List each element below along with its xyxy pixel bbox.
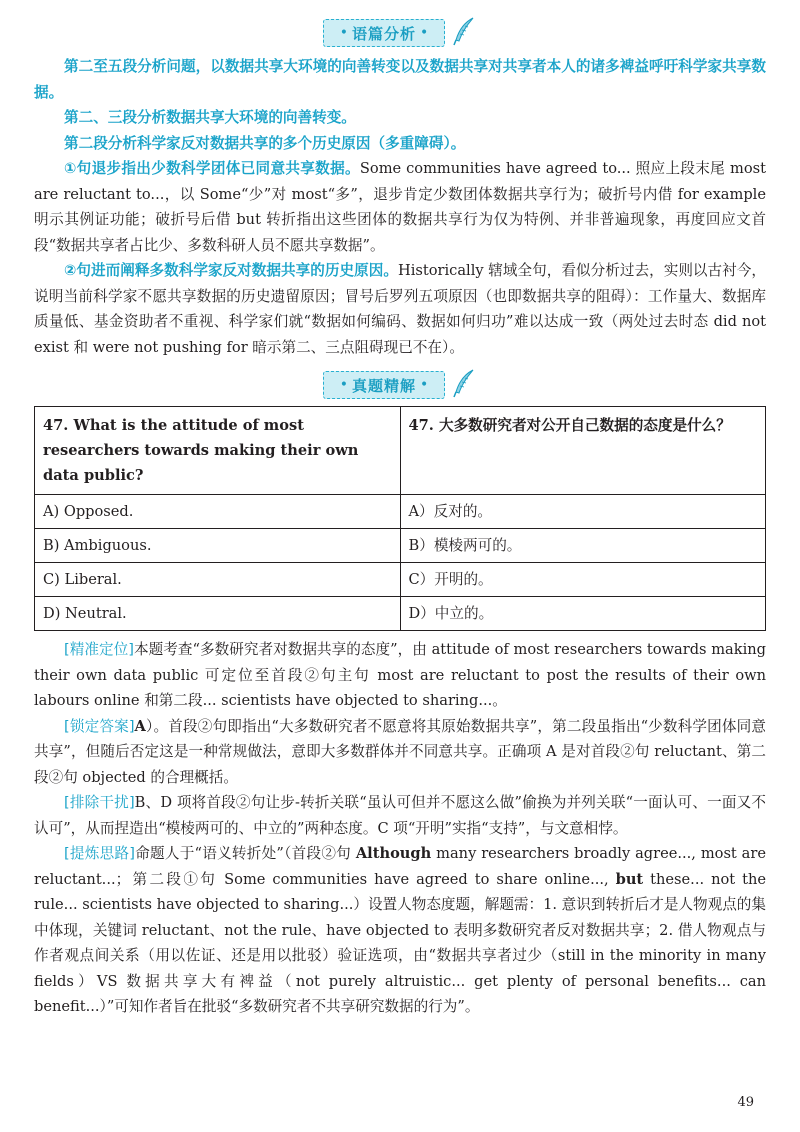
analysis-para-1: 第二至五段分析问题，以数据共享大环境的向善转变以及数据共享对共享者本人的诸多裨益呼吁科学家共享数据。 <box>34 58 766 101</box>
idea-bold-but: but <box>615 870 644 888</box>
question-en: 47. What is the attitude of most researchers towards making their own data public? <box>35 407 401 495</box>
section-title-text: 真题精解 <box>351 376 416 395</box>
idea-bold-although: Although <box>355 845 432 862</box>
section-title-text: 语篇分析 <box>351 24 416 43</box>
analysis-para-2: 第二、三段分析数据共享大环境的向善转变。 <box>64 109 356 126</box>
explain-locate <box>34 637 766 714</box>
locate-text: 本题考查“多数研究者对数据共享的态度”，由 attitude of most researchers towards making their own data public 可定位至首段②句主句 most are reluctant to post the results of their own labours online 和第二段... scientists have objected to sharing...。 <box>34 641 767 709</box>
title-dot-right: • <box>420 25 429 41</box>
title-box <box>323 371 446 399</box>
question-table <box>34 406 766 631</box>
explanation-block <box>34 637 766 1020</box>
analysis-block <box>34 54 766 360</box>
title-dot-left: • <box>339 25 348 41</box>
analysis-para-4-highlight: ①句退步指出少数科学团体已同意共享数据。 <box>64 160 360 177</box>
option-c-en: C) Liberal. <box>35 563 401 597</box>
analysis-para-4-text: Some communities have agreed to... 照应上段末尾 most are reluctant to...，以 Some“少”对 most“多”，退步肯定少数团体数据共享行为；破折号内借 for example 明示其例证功能；破折号后借 but 转折指出这些团体的数据共享行为仅为特例、并非普遍现象，再度回应文首段“数据共享者占比少、多数科研人员不愿共享数据”。 <box>34 160 767 254</box>
quill-pen-icon <box>451 16 477 50</box>
title-dot-right: • <box>420 377 429 393</box>
option-row-c <box>35 563 766 597</box>
section-title-analysis <box>34 18 766 48</box>
analysis-para-5 <box>34 258 766 360</box>
page-content <box>34 0 766 1020</box>
analysis-para-5-highlight: ②句进而阐释多数科学家反对数据共享的历史原因。 <box>64 262 398 279</box>
explain-idea <box>34 841 766 1020</box>
question-row <box>35 407 766 495</box>
answer-text: ）。首段②句即指出“大多数研究者不愿意将其原始数据共享”，第二段虽指出“少数科学团体同意共享”，但随后否定这是一种常规做法，意即大多数群体并不同意共享。正确项 A 是对首段②句 reluctant、第二段②句 objected 的合理概括。 <box>34 717 766 786</box>
exclude-tag: [排除干扰] <box>64 794 135 811</box>
explain-exclude <box>34 790 766 841</box>
idea-text-2: many researchers broadly agree..., most are reluctant...；第二段①句 Some communities have agreed to share online..., <box>34 845 766 888</box>
question-zh: 47. 大多数研究者对公开自己数据的态度是什么？ <box>400 407 766 495</box>
option-a-zh: A）反对的。 <box>400 495 766 529</box>
page-number: 49 <box>737 1095 754 1110</box>
section-title-questions <box>34 370 766 400</box>
idea-text-3: these... not the rule... scientists have objected to sharing...）设置人物态度题，解题需：1. 意识到转折后才是人物观点的集中体现，关键词 reluctant、not the rule、have objected to 表明多数研究者反对数据共享；2. 借人物观点与作者观点间关系（用以佐证、还是用以批驳）验证选项，由“数据共享者过少（still in the minority in many fields）VS 数据共享大有裨益（not purely altruistic... get plenty of personal benefits... can benefit...）”可知作者旨在批驳“多数研究者不共享研究数据的行为”。 <box>34 870 766 1015</box>
explain-answer <box>34 714 766 791</box>
option-row-d <box>35 597 766 631</box>
exclude-text: B、D 项将首段②句让步-转折关联“虽认可但并不愿这么做”偷换为并列关联“一面认可、一面又不认可”，从而捏造出“模棱两可的、中立的”两种态度。C 项“开明”实指“支持”，与文意相悖。 <box>34 794 766 837</box>
idea-tag: [提炼思路] <box>64 845 135 862</box>
title-dot-left: • <box>339 377 348 393</box>
answer-tag: [锁定答案] <box>64 717 135 735</box>
option-b-en: B) Ambiguous. <box>35 529 401 563</box>
option-row-a <box>35 495 766 529</box>
option-a-en: A) Opposed. <box>35 495 401 529</box>
option-d-zh: D）中立的。 <box>400 597 766 631</box>
option-row-b <box>35 529 766 563</box>
option-d-en: D) Neutral. <box>35 597 401 631</box>
answer-key: A <box>134 717 146 735</box>
option-b-zh: B）模棱两可的。 <box>400 529 766 563</box>
analysis-para-4 <box>34 156 766 258</box>
option-c-zh: C）开明的。 <box>400 563 766 597</box>
analysis-para-3: 第二段分析科学家反对数据共享的多个历史原因（多重障碍）。 <box>64 134 466 152</box>
analysis-para-5-text: Historically 辖域全句，看似分析过去，实则以古衬今，说明当前科学家不愿共享数据的历史遗留原因；冒号后罗列五项原因（也即数据共享的阻碍）：工作量大、数据库质量低、基金资助者不重视、科学家们就“数据如何编码、数据如何归功”难以达成一致（两处过去时态 did not exist 和 were not pushing for 暗示第二、三点阻碍现已不在）。 <box>34 262 766 356</box>
idea-text-1: 命题人于“语义转折处”（首段②句 <box>134 845 356 862</box>
title-box <box>323 19 446 47</box>
quill-pen-icon <box>451 368 477 402</box>
locate-tag: [精准定位] <box>64 641 134 658</box>
